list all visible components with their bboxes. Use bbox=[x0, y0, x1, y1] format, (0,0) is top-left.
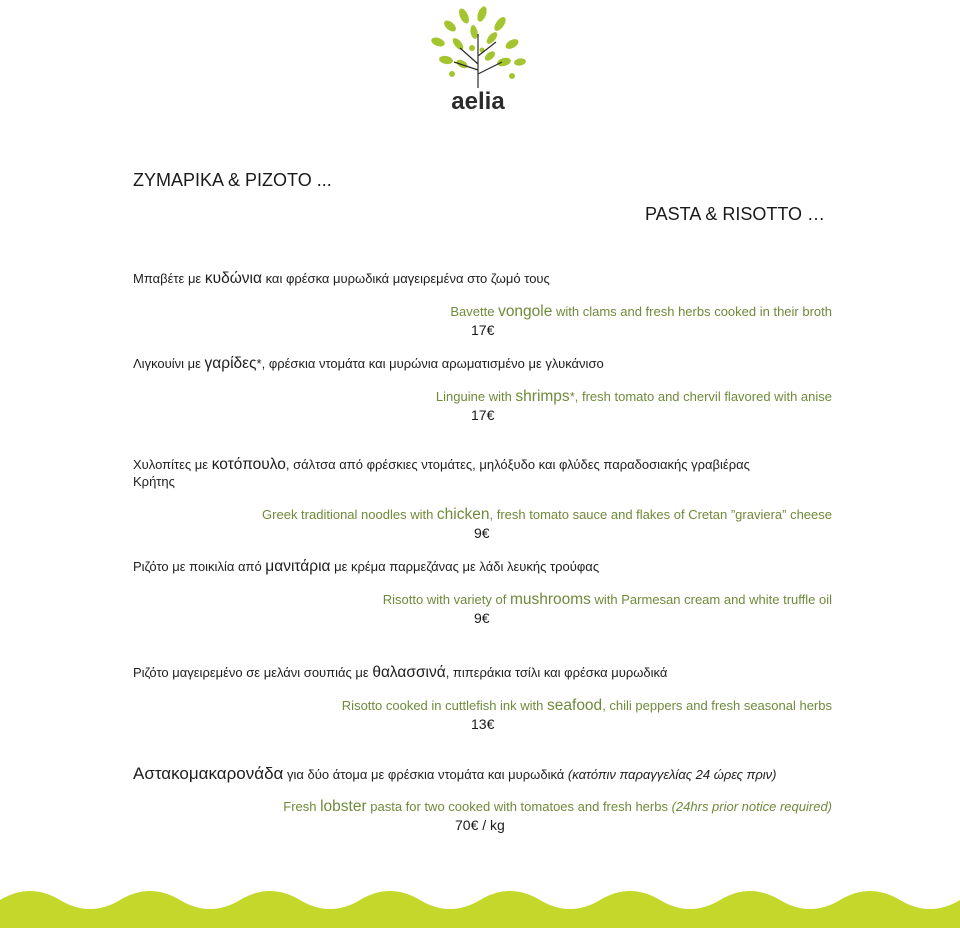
item-key-ingredient: Αστακομακαρονάδα bbox=[133, 764, 284, 783]
item-text: Μπαβέτε με bbox=[133, 271, 205, 286]
item-text: με κρέμα παρμεζάνας με λάδι λευκής τρούφας bbox=[330, 559, 600, 574]
item-price: 9€ bbox=[474, 610, 490, 626]
item-price: 70€ / kg bbox=[455, 817, 505, 833]
item-greek bbox=[133, 355, 604, 373]
item-text: pasta for two cooked with tomatoes and fresh herbs bbox=[366, 799, 672, 814]
item-key-ingredient: shrimps bbox=[515, 388, 570, 405]
item-text: Risotto with variety of bbox=[382, 592, 510, 607]
item-key-ingredient: μανιτάρια bbox=[265, 558, 331, 575]
item-text: για δύο άτομα με φρέσκια ντομάτα και μυρωδικά bbox=[283, 767, 568, 782]
footer-wave-border bbox=[0, 884, 960, 928]
item-text: *, fresh tomato and chervil flavored with anise bbox=[569, 389, 832, 404]
item-english bbox=[450, 303, 832, 321]
item-text: Fresh bbox=[283, 799, 321, 814]
item-text: with clams and fresh herbs cooked in their broth bbox=[552, 304, 832, 319]
item-greek bbox=[133, 456, 750, 474]
item-text: , fresh tomato sauce and flakes of Cretan ”graviera” cheese bbox=[489, 507, 832, 522]
item-text: Bavette bbox=[450, 304, 499, 319]
item-price: 17€ bbox=[471, 322, 495, 338]
item-english bbox=[342, 697, 832, 715]
item-key-ingredient: κυδώνια bbox=[204, 270, 262, 287]
item-key-ingredient: mushrooms bbox=[509, 591, 591, 608]
item-price: 13€ bbox=[471, 716, 495, 732]
item-text: , σάλτσα από φρέσκιες ντομάτες, μηλόξυδο και φλύδες παραδοσιακής γραβιέρας bbox=[285, 457, 750, 472]
item-text: Greek traditional noodles with bbox=[262, 507, 437, 522]
heading-english: PASTA & RISOTTO … bbox=[645, 204, 826, 224]
item-price: 17€ bbox=[471, 407, 495, 423]
item-note: (κατόπιν παραγγελίας 24 ώρες πριν) bbox=[567, 767, 777, 782]
item-english bbox=[283, 798, 832, 816]
item-key-ingredient: θαλασσινά bbox=[372, 664, 446, 681]
item-key-ingredient: vongole bbox=[498, 303, 553, 320]
item-greek bbox=[133, 270, 550, 288]
item-greek bbox=[133, 558, 599, 576]
item-note: (24hrs prior notice required) bbox=[671, 799, 832, 814]
item-key-ingredient: chicken bbox=[436, 506, 490, 523]
olive-tree-icon bbox=[416, 4, 541, 116]
item-key-ingredient: lobster bbox=[320, 798, 367, 815]
item-key-ingredient: κοτόπουλο bbox=[211, 456, 286, 473]
item-key-ingredient: seafood bbox=[547, 697, 603, 714]
item-greek-line2: Κρήτης bbox=[133, 474, 175, 489]
item-key-ingredient: γαρίδες bbox=[204, 355, 257, 372]
item-text: Ριζότο μαγειρεμένο σε μελάνι σουπιάς με bbox=[133, 665, 373, 680]
aelia-logo bbox=[416, 4, 541, 116]
item-text: Risotto cooked in cuttlefish ink with bbox=[341, 698, 548, 713]
item-english bbox=[436, 388, 832, 406]
item-greek bbox=[133, 764, 776, 784]
item-text: *, φρέσκια ντομάτα και μυρώνια αρωματισμένο με γλυκάνισο bbox=[256, 356, 604, 371]
item-text: with Parmesan cream and white truffle oil bbox=[590, 592, 832, 607]
item-text: Λιγκουίνι με bbox=[133, 356, 205, 371]
item-text: Χυλοπίτες με bbox=[133, 457, 212, 472]
item-text: Linguine with bbox=[435, 389, 516, 404]
heading-greek: ΖΥΜΑΡΙΚΑ & ΡΙΖΟΤΟ ... bbox=[133, 170, 332, 190]
item-price: 9€ bbox=[474, 525, 490, 541]
item-greek bbox=[133, 664, 667, 682]
item-english bbox=[383, 591, 832, 609]
logo-wordmark: aelia bbox=[451, 88, 505, 115]
item-text: Ριζότο με ποικιλία από bbox=[133, 559, 266, 574]
item-english bbox=[262, 506, 832, 524]
item-text: και φρέσκα μυρωδικά μαγειρεμένα στο ζωμό τους bbox=[261, 271, 550, 286]
item-text: , chili peppers and fresh seasonal herbs bbox=[602, 698, 832, 713]
item-text: , πιπεράκια τσίλι και φρέσκα μυρωδικά bbox=[445, 665, 668, 680]
